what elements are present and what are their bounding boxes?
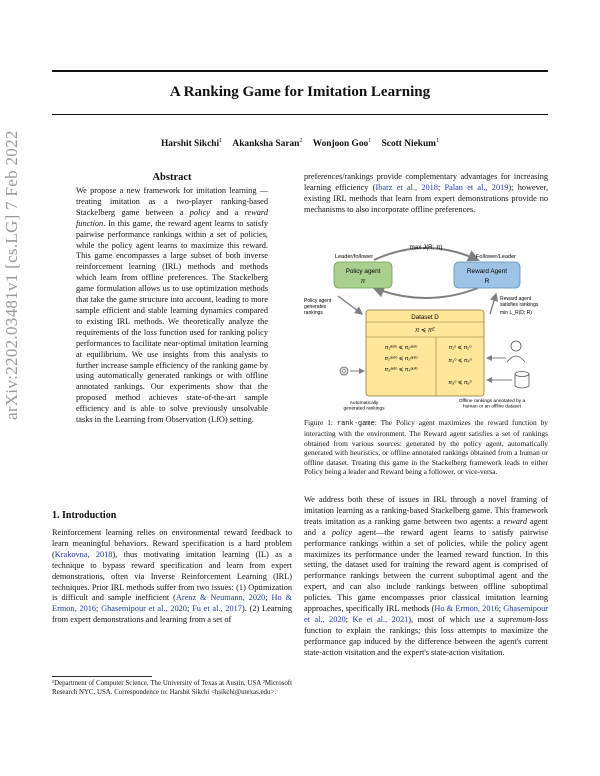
section-heading: 1. Introduction — [52, 510, 117, 521]
database-icon — [515, 372, 529, 377]
auto-ranking: π₁ᵃᵘᵗᵒ ≼ π₂ᵃᵘᵗᵒ — [384, 345, 418, 351]
figure-rank-game — [304, 238, 548, 416]
title-rule-top — [52, 70, 548, 72]
citation-link[interactable]: Krakovna, 2018 — [54, 549, 113, 559]
reward-satisfies-arrow — [490, 294, 496, 314]
policy-generates-label: Policy agent generates rankings — [304, 298, 332, 316]
offline-ranking: π₃ᵒ ≼ π₄ᵒ — [448, 358, 472, 364]
gear-icon-hub — [343, 370, 346, 373]
citation-link[interactable]: Ghasemipour et al., 2020 — [304, 604, 548, 624]
citation-link[interactable]: Ghasemipour et al., 2020 — [101, 604, 187, 614]
reward-objective-label: min L_R(D; R) — [500, 310, 532, 316]
title-rule-bottom — [52, 114, 548, 115]
policy-generates-arrow — [338, 296, 362, 314]
footnote: ¹Department of Computer Science, The University of Texas at Austin, USA ²Microsoft Research NYC, USA. Correspondence to: Harshit Sikchi <hsikchi@utexas.edu>. — [52, 680, 292, 696]
offline-ranking: π₅ᵒ ≼ π₆ᵒ — [448, 380, 472, 386]
citation-link[interactable]: Ke et al., 2021 — [352, 614, 409, 624]
citation-link[interactable]: Palan et al., 2019 — [444, 182, 509, 192]
author: Wonjoon Goo$^1$ — [312, 138, 372, 150]
ranking-constraint: π ≼ πᴱ — [415, 327, 435, 334]
objective-label: max J(R; π) — [409, 244, 443, 251]
reward-agent-label: Reward Agent — [466, 268, 508, 275]
right-column-body: We address both these of issues in IRL through a novel framing of imitation learning as a ranking-based Stackelberg game. This framework treats imitation as a ranking game between two agents: a reward agent and a policy agent—the reward agent learns to satisfy pairwise performance rankings within a set of policies, while the policy agent maximizes its performance under the learned reward function. In this setting, the dataset used for training the reward agent is comprised of performance rankings between the current suboptimal agent and the expert, and can also include rankings between offline suboptimal policies. This game encompasses prior classical imitation learning approaches, specifically IRL methods (Ho & Ermon, 2016; Ghasemipour et al., 2020; Ke et al., 2021), most of which use a supremum-loss function to explain the rankings; this loss attempts to maximize the performance gap induced by the difference between the agent's current state-action visitation and the expert's state-action visitation. — [304, 495, 549, 657]
human-icon — [511, 341, 521, 351]
reward-symbol: R — [484, 278, 490, 285]
paper-title: A Ranking Game for Imitation Learning — [169, 84, 431, 100]
abstract-heading: Abstract — [152, 172, 192, 183]
citation-link[interactable]: Ho & Ermon, 2016 — [434, 604, 499, 614]
intro-paragraph: Reinforcement learning relies on environmental reward feedback to learn meaningful behaviors. Reward specification is a hard problem (Krakovna, 2018), thus motivating imitation learning (IL) as a technique to bypass reward specification and learn from expert demonstrations, often via Inverse Reinforcement Learning (IRL) techniques. Prior IRL methods suffer from two issues: (1) Optimization is difficult and sample inefficient (Arenz & Neumann, 2020; Ho & Ermon, 2016; Ghasemipour et al., 2020; Fu et al., 2017). (2) Learning from expert demonstrations and learning from a set of — [52, 528, 292, 625]
figure-caption: Figure 1: rank-game: The Policy agent maximizes the reward function by interacting with the environment. The Reward agent satisfies a set of rankings obtained from various sources: generated by the policy agent, automatically generated with heuristics, or offline annotated rankings obtained from a human or offline dataset. Treating this game in the Stackelberg framework leads to either Policy being a leader and Reward being a follower, or vice-versa. — [304, 418, 548, 477]
game-arrow-bottom — [374, 288, 478, 298]
offline-ranking: π₁ᵒ ≼ π₂ᵒ — [448, 345, 472, 351]
footnote-rule — [52, 676, 152, 677]
arxiv-stamp: arXiv:2202.03481v1 [cs.LG] 7 Feb 2022 — [2, 130, 21, 420]
citation-link[interactable]: Ibarz et al., 2018 — [375, 182, 438, 192]
author-list — [52, 138, 548, 149]
policy-symbol: π — [360, 278, 366, 285]
human-icon-body — [507, 356, 525, 362]
auto-rankings-caption: Automatically generated rankings — [343, 401, 385, 412]
citation-link[interactable]: Arenz & Neumann, 2020 — [175, 593, 266, 603]
right-column-paragraph: preferences/rankings provide complementary advantages for increasing learning efficiency (Ibarz et al., 2018; Palan et al., 2019); however, existing IRL methods that learn from expert demonstrations provide no mechanisms to also incorporate offline preferences. — [304, 172, 549, 214]
citation-link[interactable]: Ho & Ermon, 2016 — [52, 593, 292, 614]
follower-leader-label: Follower/Leader — [475, 254, 517, 260]
auto-ranking: π₂ᵃᵘᵗᵒ ≼ π₃ᵃᵘᵗᵒ — [384, 356, 418, 362]
offline-rankings-caption: Offline rankings annotated by a human or an offline dataset — [458, 399, 526, 410]
auto-ranking: π₃ᵃᵘᵗᵒ ≼ π₄ᵃᵘᵗᵒ — [384, 367, 418, 373]
author: Scott Niekum$^1$ — [381, 138, 439, 150]
leader-follower-label: Leader/follower — [334, 254, 374, 260]
reward-satisfies-label: Reward agent satisfies rankings — [500, 296, 539, 308]
author: Harshit Sikchi$^1$ — [160, 138, 223, 150]
abstract-text: We propose a new framework for imitation learning — treating imitation as a two-player ranking-based Stackelberg game between a policy and a reward function. In this game, the reward agent learns to satisfy pairwise performance rankings within a set of policies, while the policy agent learns to maximize this reward. This game encompasses a large subset of both inverse reinforcement learning (IRL) methods and methods which learn from offline preferences. The Stackelberg game formulation allows us to use optimization methods that take the game structure into account, leading to more sample efficient and stable learning dynamics compared to existing IRL methods. We theoretically analyze the requirements of the loss function used for ranking policy performances to facilitate near-optimal imitation learning at equilibrium. We use insights from this analysis to further increase sample efficiency of the ranking game by using automatically generated rankings or with offline annotated rankings. Our experiments show that the proposed method achieves state-of-the-art sample efficiency and is able to solve previously unsolvable tasks in the Learning from Observation (LfO) setting. — [76, 186, 268, 425]
dataset-label: Dataset D — [411, 314, 439, 321]
citation-link[interactable]: Fu et al., 2017 — [192, 604, 242, 614]
policy-agent-label: Policy agent — [345, 268, 381, 275]
author: Akanksha Saran$^2$ — [232, 138, 303, 150]
